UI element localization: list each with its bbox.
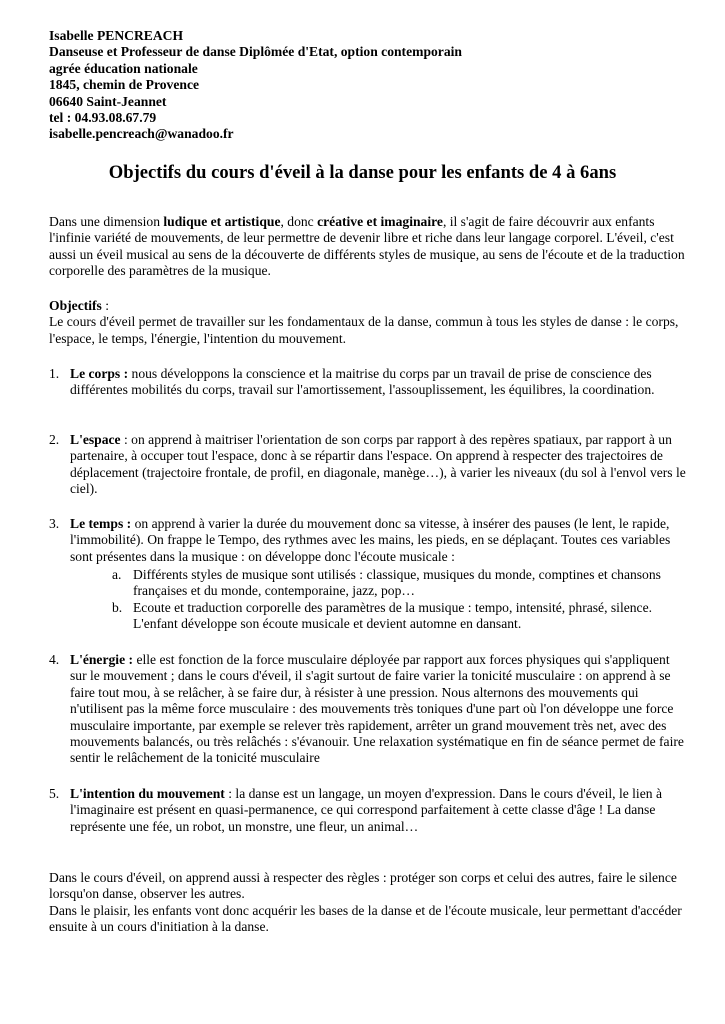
list-item-body: : la danse est un langage, un moyen d'expression. Dans le cours d'éveil, le lien à l'imaginaire est présent en quasi-permanence, ce qui correspond parfaitement à cette classe d'âge ! La danse représente une fée, un robot, un monstre, une fleur, un animal… bbox=[70, 786, 662, 834]
email-address: isabelle.pencreach@wanadoo.fr bbox=[49, 126, 234, 142]
address-city: 06640 Saint-Jeannet bbox=[49, 93, 167, 109]
intro-bold-creative: créative et imaginaire bbox=[317, 214, 443, 229]
list-item-text bbox=[70, 516, 687, 565]
objectifs-text: Le cours d'éveil permet de travailler sur les fondamentaux de la danse, commun à tous les styles de danse : le corps, l'espace, le temps, l'énergie, l'intention du mouvement. bbox=[49, 314, 679, 346]
list-item-label: Le corps : bbox=[70, 366, 129, 381]
author-title: Danseuse et Professeur de danse Diplômée d'Etat, option contemporain bbox=[49, 44, 462, 60]
list-item-label: L'énergie : bbox=[70, 652, 134, 667]
list-number: 1. bbox=[49, 366, 60, 381]
intro-text: , il s'agit de faire découvrir aux enfants l'infinie variété de mouvements, de leur permettre de devenir libre et riche dans leur langage corporel. L'éveil, c'est aussi un éveil musical au sens de la découverte de différents styles de musique, au sens de l'écoute et de la traduction corporelle des paramètres de la musique. bbox=[49, 214, 685, 279]
objectifs-colon: : bbox=[101, 298, 110, 313]
objectifs-section bbox=[49, 298, 689, 347]
list-item-body: on apprend à varier la durée du mouvement donc sa vitesse, à insérer des pauses (le lent, le rapide, l'immobilité). On frappe le Tempo, des rythmes avec les mains, les pieds, en se déplaçant. Toutes ces variables sont présentes dans la musique : on développe donc l'écoute musicale : bbox=[70, 516, 671, 564]
list-item-label: Le temps : bbox=[70, 516, 132, 531]
list-item-body: : on apprend à maitriser l'orientation de son corps par rapport à des repères spatiaux, par rapport à un partenaire, à occuper tout l'espace, donc à se répartir dans l'espace. On apprend à respecter des trajectoires de déplacement (trajectoire frontale, de profil, en diagonale, manège…), à varier les niveaux (du sol à l'envol vers le ciel). bbox=[70, 432, 686, 497]
list-item-body: nous développons la conscience et la maitrise du corps par un travail de prise de conscience des différentes mobilités du corps, travail sur l'amortissement, l'assouplissement, les équilibres, la coordination. bbox=[70, 366, 655, 398]
sublist-letter: a. bbox=[112, 567, 122, 582]
closing-paragraph-rules: Dans le cours d'éveil, on apprend aussi à respecter des règles : protéger son corps et celui des autres, faire le silence lorsqu'on danse, observer les autres. bbox=[49, 870, 677, 902]
list-item-text bbox=[70, 786, 687, 835]
sublist-text: Différents styles de musique sont utilisés : classique, musiques du monde, comptines et chansons françaises et du monde, contemporaine, jazz, pop… bbox=[133, 567, 661, 599]
letterhead bbox=[49, 28, 462, 143]
intro-text: , donc bbox=[280, 214, 318, 229]
intro-bold-ludique: ludique et artistique bbox=[163, 214, 281, 229]
phone-number: tel : 04.93.08.67.79 bbox=[49, 110, 157, 126]
address-street: 1845, chemin de Provence bbox=[49, 77, 200, 93]
list-item-text bbox=[70, 432, 687, 498]
intro-paragraph bbox=[49, 214, 689, 280]
author-accreditation: agrée éducation nationale bbox=[49, 60, 198, 76]
list-number: 3. bbox=[49, 516, 60, 531]
objectifs-label: Objectifs bbox=[49, 298, 102, 313]
list-item-label: L'intention du mouvement bbox=[70, 786, 225, 801]
sublist-text: Ecoute et traduction corporelle des paramètres de la musique : tempo, intensité, phrasé, silence. L'enfant développe son écoute musicale et devient automne en dansant. bbox=[133, 600, 653, 632]
list-number: 5. bbox=[49, 786, 60, 801]
list-number: 4. bbox=[49, 652, 60, 667]
list-number: 2. bbox=[49, 432, 60, 447]
list-item-text bbox=[70, 652, 687, 767]
closing-paragraph-pleasure: Dans le plaisir, les enfants vont donc acquérir les bases de la danse et de l'écoute musicale, leur permettant d'accéder ensuite à un cours d'initiation à la danse. bbox=[49, 902, 682, 935]
sublist-letter: b. bbox=[112, 600, 123, 615]
intro-text: Dans une dimension bbox=[49, 214, 164, 229]
list-item-body: elle est fonction de la force musculaire déployée par rapport aux forces physiques qui s'appliquent sur le mouvement ; dans le cours d'éveil, il s'agit surtout de faire varier la tonicité musculaire : on apprend à se faire tout mou, à se relâcher, à se faire dur, à résister à une pression. Nous alternons des mouvements qui n'utilisent pas la même force musculaire : des mouvements très toniques d'une part où l'on développe une force musculaire importante, par exemple se relever très rapidement, arrêter un grand mouvement très net, avec des mouvements balancés, ou très relâchés : s'évanouir. Une relaxation systématique en fin de séance permet de faire sentir le relâchement de la tonicité musculaire bbox=[70, 652, 684, 766]
objectifs-heading bbox=[49, 298, 689, 314]
list-item-label: L'espace bbox=[70, 432, 121, 447]
author-name: Isabelle PENCREACH bbox=[49, 28, 184, 43]
page-title: Objectifs du cours d'éveil à la danse pour les enfants de 4 à 6ans bbox=[108, 162, 617, 183]
closing-section bbox=[49, 870, 689, 936]
list-item-text bbox=[70, 366, 687, 399]
